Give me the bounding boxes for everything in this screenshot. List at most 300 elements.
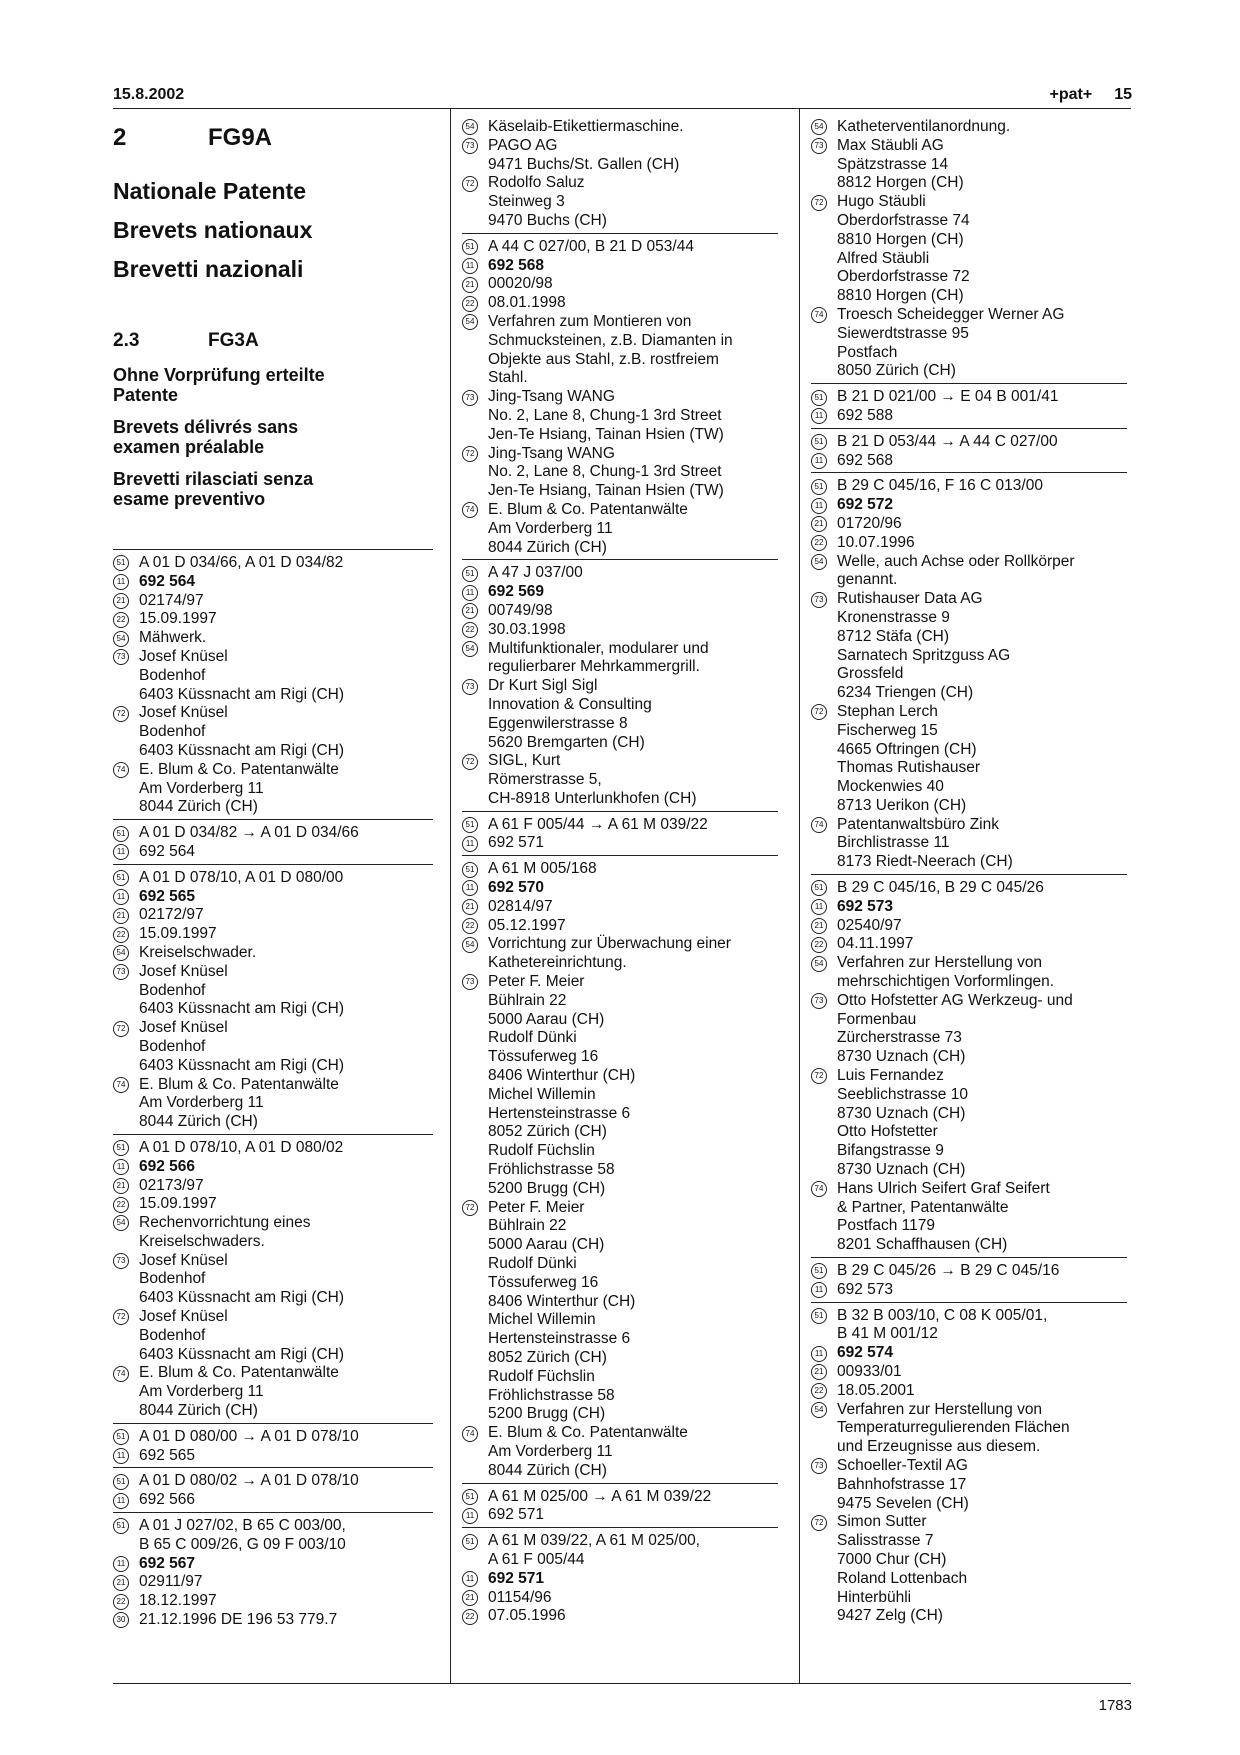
inid-code: 51 <box>462 817 478 833</box>
field-line: Sarnatech Spritzguss AG <box>837 646 1011 664</box>
field-row <box>113 704 433 760</box>
field-row <box>462 1199 778 1425</box>
field-row <box>462 602 778 621</box>
inid-code: 11 <box>462 836 478 852</box>
field-line: 8810 Horgen (CH) <box>837 230 964 248</box>
inid-code-icon <box>811 1067 837 1086</box>
field-row <box>113 573 433 592</box>
inid-code-icon <box>462 1506 488 1525</box>
field-row <box>113 629 433 648</box>
field-value <box>139 1308 433 1364</box>
field-value <box>139 592 433 611</box>
field-line: Innovation & Consulting <box>488 695 652 713</box>
field-value <box>139 573 433 592</box>
field-row <box>113 1195 433 1214</box>
inid-code-icon <box>113 1019 139 1038</box>
inid-code-icon <box>811 816 837 835</box>
field-row <box>462 501 778 557</box>
field-line: 9471 Buchs/St. Gallen (CH) <box>488 155 680 173</box>
field-line: 6234 Triengen (CH) <box>837 684 974 702</box>
inid-code-icon <box>113 1428 139 1447</box>
inid-code: 74 <box>462 1426 478 1442</box>
inid-code: 72 <box>811 1068 827 1084</box>
inid-code-icon <box>113 843 139 862</box>
field-row <box>811 452 1127 471</box>
field-row <box>811 590 1127 703</box>
inid-code: 51 <box>811 1308 827 1324</box>
field-row <box>462 677 778 752</box>
field-line: Michel Willemin <box>488 1311 596 1329</box>
field-line: 692 574 <box>837 1344 894 1362</box>
field-line: 8812 Horgen (CH) <box>837 174 964 192</box>
field-row <box>113 554 433 573</box>
field-line: & Partner, Patentanwälte <box>837 1198 1009 1216</box>
field-line: Am Vorderberg 11 <box>139 1094 264 1112</box>
field-value <box>837 553 1127 591</box>
field-line: 5200 Brugg (CH) <box>488 1179 606 1197</box>
field-line: 692 588 <box>837 406 894 424</box>
inid-code: 74 <box>462 502 478 518</box>
header-page-number: 15 <box>1114 86 1132 103</box>
field-line: E. Blum & Co. Patentanwälte <box>139 1364 339 1382</box>
inid-code-icon <box>113 1158 139 1177</box>
field-row <box>811 1363 1127 1382</box>
subsection-title-line: Ohne Vorprüfung erteilte <box>113 365 325 385</box>
inid-code: 54 <box>462 314 478 330</box>
inid-code: 11 <box>811 1346 827 1362</box>
field-line: Vorrichtung zur Überwachung einer <box>488 935 731 953</box>
field-row <box>462 1488 778 1507</box>
inid-code-icon <box>462 860 488 879</box>
inid-code-icon <box>462 174 488 193</box>
field-line: Rudolf Füchslin <box>488 1367 595 1385</box>
field-row <box>113 1517 433 1555</box>
field-line: Am Vorderberg 11 <box>488 1442 613 1460</box>
inid-code: 72 <box>462 1200 478 1216</box>
field-value <box>837 703 1127 816</box>
inid-code-icon <box>462 935 488 954</box>
inid-code: 51 <box>113 826 129 842</box>
inid-code-icon <box>811 496 837 515</box>
field-row <box>811 935 1127 954</box>
field-value <box>488 834 778 853</box>
inid-code-icon <box>462 137 488 156</box>
field-row <box>462 1506 778 1525</box>
inid-code-icon <box>462 501 488 520</box>
inid-code: 51 <box>811 434 827 450</box>
field-row <box>811 388 1127 407</box>
field-line: Hugo Stäubli <box>837 193 926 211</box>
patent-entry <box>462 118 778 233</box>
inid-code-icon <box>811 1363 837 1382</box>
inid-code-icon <box>811 118 837 137</box>
inid-code-icon <box>113 573 139 592</box>
field-line: 692 566 <box>139 1491 196 1509</box>
field-line: Bodenhof <box>139 981 206 999</box>
field-line: 4665 Oftringen (CH) <box>837 740 977 758</box>
inid-code: 73 <box>811 592 827 608</box>
field-line: 05.12.1997 <box>488 916 566 934</box>
field-value <box>139 1019 433 1075</box>
patent-entry <box>462 233 778 560</box>
inid-code: 73 <box>113 964 129 980</box>
field-line: 692 568 <box>837 451 894 469</box>
field-line: Troesch Scheidegger Werner AG <box>837 305 1065 323</box>
field-line: Am Vorderberg 11 <box>139 1383 264 1401</box>
inid-code: 21 <box>811 1364 827 1380</box>
inid-code-icon <box>462 1488 488 1507</box>
field-value <box>139 761 433 817</box>
field-row <box>113 761 433 817</box>
field-value <box>488 879 778 898</box>
field-row <box>462 583 778 602</box>
inid-code: 21 <box>113 1178 129 1194</box>
field-row <box>462 640 778 678</box>
field-value <box>139 1573 433 1592</box>
inid-code-icon <box>462 752 488 771</box>
field-line: No. 2, Lane 8, Chung-1 3rd Street <box>488 463 722 481</box>
field-line: Peter F. Meier <box>488 973 585 991</box>
field-line: B 29 C 045/26 → B 29 C 045/16 <box>837 1262 1060 1280</box>
field-value <box>837 992 1127 1067</box>
field-line: 692 566 <box>139 1157 196 1175</box>
field-value <box>139 1428 433 1447</box>
field-value <box>488 137 778 175</box>
field-value <box>837 917 1127 936</box>
field-line: 04.11.1997 <box>837 935 914 953</box>
field-line: 8201 Schaffhausen (CH) <box>837 1236 1008 1254</box>
field-line: 8044 Zürich (CH) <box>139 1402 258 1420</box>
inid-code: 73 <box>462 390 478 406</box>
field-line: Kreiselschwaders. <box>139 1232 265 1250</box>
field-line: Bodenhof <box>139 1326 206 1344</box>
inid-code-icon <box>462 118 488 137</box>
field-value <box>488 257 778 276</box>
section-title-de: Nationale Patente <box>113 178 306 204</box>
bottom-rule <box>113 1683 1131 1684</box>
inid-code-icon <box>462 973 488 992</box>
field-row <box>462 834 778 853</box>
inid-code: 54 <box>113 631 129 647</box>
field-line: 6403 Küssnacht am Rigi (CH) <box>139 1056 345 1074</box>
field-value <box>139 1472 433 1491</box>
field-row <box>462 816 778 835</box>
inid-code: 11 <box>113 889 129 905</box>
field-row <box>462 388 778 444</box>
inid-code: 54 <box>811 956 827 972</box>
field-row <box>811 816 1127 872</box>
field-line: 15.09.1997 <box>139 1195 217 1213</box>
field-line: 02172/97 <box>139 906 204 924</box>
field-row <box>811 898 1127 917</box>
field-line: Kathetereinrichtung. <box>488 954 627 972</box>
inid-code: 51 <box>811 390 827 406</box>
field-line: A 61 M 039/22, A 61 M 025/00, <box>488 1532 700 1550</box>
field-line: regulierbarer Mehrkammergrill. <box>488 658 700 676</box>
inid-code: 11 <box>811 1282 827 1298</box>
field-line: 07.05.1996 <box>488 1607 566 1625</box>
inid-code-icon <box>811 992 837 1011</box>
patent-entries <box>811 118 1127 1628</box>
inid-code-icon <box>113 629 139 648</box>
field-value <box>139 1592 433 1611</box>
field-value <box>488 1607 778 1626</box>
inid-code: 30 <box>113 1612 129 1628</box>
inid-code-icon <box>113 761 139 780</box>
field-row <box>462 1532 778 1570</box>
inid-code-icon <box>811 1180 837 1199</box>
inid-code: 22 <box>462 918 478 934</box>
field-line: Verfahren zur Herstellung von <box>837 954 1043 972</box>
field-value <box>837 306 1127 381</box>
field-line: Formenbau <box>837 1010 917 1028</box>
field-value <box>139 1139 433 1158</box>
patent-entry <box>462 1527 778 1628</box>
inid-code: 54 <box>462 641 478 657</box>
field-row <box>113 1592 433 1611</box>
field-row <box>462 118 778 137</box>
field-value <box>139 824 433 843</box>
field-line: B 29 C 045/16, F 16 C 013/00 <box>837 477 1043 495</box>
field-row <box>811 992 1127 1067</box>
field-row <box>113 1491 433 1510</box>
field-value <box>139 554 433 573</box>
field-line: Verfahren zur Herstellung von <box>837 1400 1043 1418</box>
field-value <box>488 860 778 879</box>
inid-code-icon <box>811 1382 837 1401</box>
field-row <box>811 515 1127 534</box>
field-value <box>139 1214 433 1252</box>
inid-code: 74 <box>811 1181 827 1197</box>
field-line: Peter F. Meier <box>488 1198 585 1216</box>
patent-entry <box>113 1467 433 1512</box>
field-row <box>811 1457 1127 1513</box>
field-line: Kronenstrasse 9 <box>837 608 950 626</box>
field-line: 8712 Stäfa (CH) <box>837 627 949 645</box>
field-line: 08.01.1998 <box>488 294 566 312</box>
inid-code-icon <box>462 621 488 640</box>
field-value <box>837 1307 1127 1345</box>
inid-code: 74 <box>811 817 827 833</box>
field-value <box>837 1262 1127 1281</box>
inid-code: 73 <box>113 649 129 665</box>
publication-header <box>1050 86 1132 104</box>
inid-code-icon <box>811 407 837 426</box>
field-line: Simon Sutter <box>837 1513 927 1531</box>
inid-code: 11 <box>811 408 827 424</box>
inid-code-icon <box>811 1262 837 1281</box>
field-line: Hans Ulrich Seifert Graf Seifert <box>837 1179 1050 1197</box>
inid-code: 22 <box>462 1609 478 1625</box>
field-line: 18.12.1997 <box>139 1592 217 1610</box>
inid-code-icon <box>811 917 837 936</box>
inid-code: 72 <box>113 1021 129 1037</box>
inid-code-icon <box>113 1555 139 1574</box>
inid-code: 11 <box>113 844 129 860</box>
field-line: Jen-Te Hsiang, Tainan Hsien (TW) <box>488 482 724 500</box>
field-line: Grossfeld <box>837 665 904 683</box>
patent-entry <box>811 874 1127 1257</box>
field-line: Josef Knüsel <box>139 704 228 722</box>
inid-code-icon <box>113 704 139 723</box>
inid-code: 21 <box>462 1590 478 1606</box>
inid-code: 72 <box>462 176 478 192</box>
field-line: Am Vorderberg 11 <box>139 779 264 797</box>
patent-entry <box>113 1423 433 1468</box>
field-value <box>488 602 778 621</box>
inid-code-icon <box>113 944 139 963</box>
inid-code-icon <box>811 534 837 553</box>
field-line: 01720/96 <box>837 514 902 532</box>
patent-entry <box>811 383 1127 428</box>
field-value <box>488 898 778 917</box>
field-line: 692 565 <box>139 1446 196 1464</box>
field-line: 692 573 <box>837 897 894 915</box>
field-value <box>139 1364 433 1420</box>
field-line: Rodolfo Saluz <box>488 174 585 192</box>
field-row <box>462 238 778 257</box>
field-line: Luis Fernandez <box>837 1067 944 1085</box>
field-line: 02911/97 <box>139 1573 203 1591</box>
field-line: A 01 D 080/02 → A 01 D 078/10 <box>139 1472 359 1490</box>
field-value <box>139 629 433 648</box>
field-row <box>113 906 433 925</box>
field-line: Postfach 1179 <box>837 1217 935 1235</box>
field-line: 5200 Brugg (CH) <box>488 1405 606 1423</box>
field-line: 6403 Küssnacht am Rigi (CH) <box>139 1000 345 1018</box>
field-row <box>462 294 778 313</box>
footer-page-number: 1783 <box>1098 1697 1132 1714</box>
inid-code-icon <box>113 592 139 611</box>
field-line: 692 564 <box>139 842 196 860</box>
inid-code: 22 <box>811 535 827 551</box>
field-line: 692 572 <box>837 496 894 514</box>
inid-code: 11 <box>113 1448 129 1464</box>
field-row <box>462 621 778 640</box>
field-line: Temperaturregulierenden Flächen <box>837 1419 1070 1437</box>
field-row <box>462 257 778 276</box>
field-line: 8050 Zürich (CH) <box>837 362 956 380</box>
patent-entry <box>462 855 778 1482</box>
patent-entry <box>462 559 778 810</box>
field-line: 692 567 <box>139 1554 196 1572</box>
field-value <box>139 869 433 888</box>
field-line: 7000 Chur (CH) <box>837 1550 947 1568</box>
inid-code-icon <box>113 1139 139 1158</box>
inid-code: 11 <box>113 1159 129 1175</box>
field-line: Siewerdtstrasse 95 <box>837 324 969 342</box>
field-value <box>488 313 778 388</box>
inid-code: 51 <box>113 1518 129 1534</box>
field-line: 8730 Uznach (CH) <box>837 1161 966 1179</box>
field-value <box>837 898 1127 917</box>
field-value <box>837 1067 1127 1180</box>
field-value <box>837 515 1127 534</box>
field-line: E. Blum & Co. Patentanwälte <box>139 1075 339 1093</box>
field-line: Josef Knüsel <box>139 1019 228 1037</box>
inid-code-icon <box>462 564 488 583</box>
inid-code-icon <box>811 898 837 917</box>
field-row <box>113 648 433 704</box>
field-line: Otto Hofstetter <box>837 1123 938 1141</box>
column-3 <box>811 118 1127 1628</box>
field-row <box>462 917 778 936</box>
field-value <box>139 1158 433 1177</box>
field-line: Otto Hofstetter AG Werkzeug- und <box>837 991 1073 1009</box>
field-line: Rudolf Dünki <box>488 1255 577 1273</box>
inid-code-icon <box>113 1252 139 1271</box>
field-row <box>113 1555 433 1574</box>
inid-code-icon <box>113 1447 139 1466</box>
field-row <box>462 1607 778 1626</box>
field-line: 10.07.1996 <box>837 533 915 551</box>
field-line: Zürcherstrasse 73 <box>837 1029 962 1047</box>
inid-code-icon <box>113 824 139 843</box>
field-row <box>113 1364 433 1420</box>
field-line: genannt. <box>837 571 898 589</box>
field-row <box>113 869 433 888</box>
field-row <box>462 275 778 294</box>
field-line: 692 568 <box>488 256 545 274</box>
field-line: 5620 Bremgarten (CH) <box>488 733 645 751</box>
field-line: Josef Knüsel <box>139 1251 228 1269</box>
field-value <box>488 1589 778 1608</box>
field-row <box>811 1513 1127 1626</box>
field-line: Stephan Lerch <box>837 702 938 720</box>
field-line: 21.12.1996 DE 196 53 779.7 <box>139 1611 338 1629</box>
inid-code-icon <box>113 869 139 888</box>
inid-code-icon <box>113 1517 139 1536</box>
inid-code-icon <box>462 313 488 332</box>
inid-code-icon <box>811 1344 837 1363</box>
field-value <box>488 1532 778 1570</box>
inid-code-icon <box>462 917 488 936</box>
field-value <box>837 935 1127 954</box>
inid-code: 72 <box>811 704 827 720</box>
field-value <box>488 677 778 752</box>
field-value <box>488 917 778 936</box>
inid-code: 21 <box>462 899 478 915</box>
field-value <box>488 1199 778 1425</box>
field-line: 6403 Küssnacht am Rigi (CH) <box>139 685 345 703</box>
inid-code: 54 <box>113 945 129 961</box>
subsection-title-fr <box>113 417 433 457</box>
field-row <box>113 925 433 944</box>
field-line: 8044 Zürich (CH) <box>139 798 258 816</box>
field-value <box>488 816 778 835</box>
inid-code-icon <box>462 816 488 835</box>
field-line: Bodenhof <box>139 1037 206 1055</box>
field-line: Kreiselschwader. <box>139 943 257 961</box>
field-line: 692 569 <box>488 583 545 601</box>
field-value <box>139 1555 433 1574</box>
field-line: Michel Willemin <box>488 1085 596 1103</box>
field-line: 8052 Zürich (CH) <box>488 1123 607 1141</box>
subsection-title-line: Patente <box>113 385 179 405</box>
field-value <box>488 1570 778 1589</box>
field-row <box>811 1262 1127 1281</box>
inid-code-icon <box>811 306 837 325</box>
field-value <box>837 193 1127 306</box>
field-row <box>462 1589 778 1608</box>
patent-entry <box>113 864 433 1134</box>
inid-code: 11 <box>462 1571 478 1587</box>
inid-code-icon <box>113 963 139 982</box>
subsection-title-line: examen préalable <box>113 437 265 457</box>
field-line: 8044 Zürich (CH) <box>488 538 607 556</box>
field-row <box>811 1067 1127 1180</box>
inid-code: 72 <box>811 195 827 211</box>
